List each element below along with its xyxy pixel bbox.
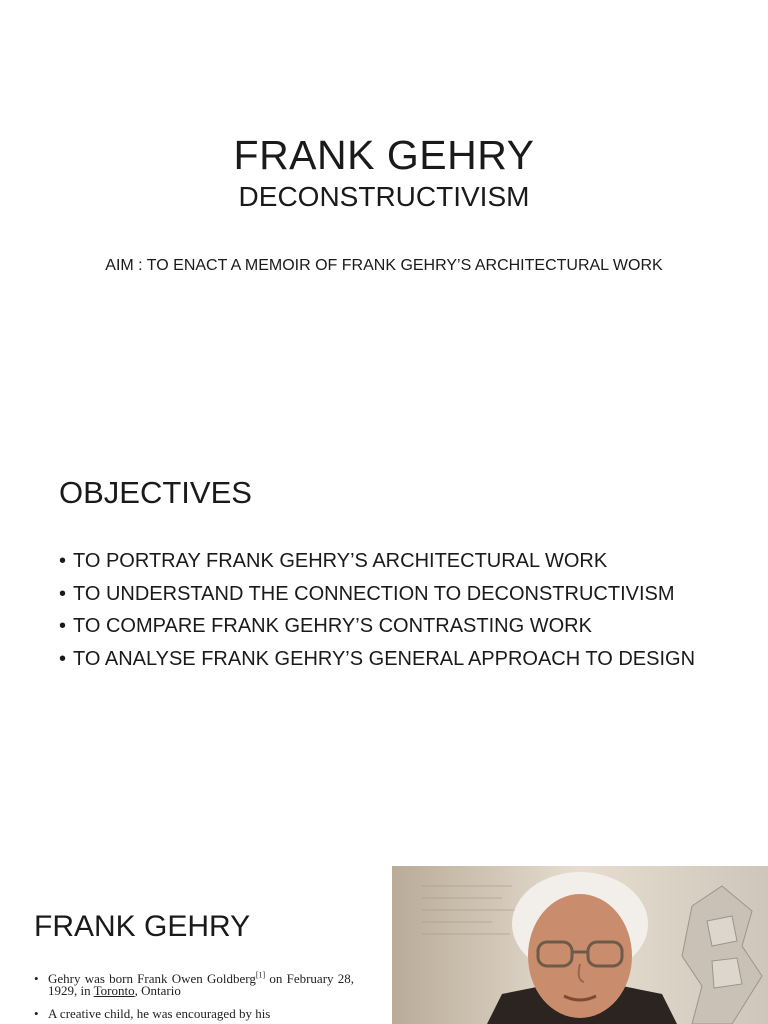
citation-link[interactable]: [1] [255, 970, 266, 980]
bullet: • [59, 582, 67, 605]
aim-statement: AIM : TO ENACT A MEMOIR OF FRANK GEHRY’S ARCHITECTURAL WORK [105, 257, 663, 274]
list-item [59, 612, 695, 645]
list-item [34, 970, 354, 998]
bullet: • [34, 971, 39, 986]
list-item [34, 1008, 354, 1020]
biography-slide [0, 860, 768, 1024]
objectives-heading: OBJECTIVES [59, 475, 252, 510]
slide-title: FRANK GEHRY [233, 132, 535, 178]
biography-heading: FRANK GEHRY [34, 910, 251, 943]
title-slide [0, 0, 768, 340]
list-item [59, 547, 695, 580]
objective-text: TO PORTRAY FRANK GEHRY’S ARCHITECTURAL WORK [73, 550, 608, 572]
objective-text: TO ANALYSE FRANK GEHRY’S GENERAL APPROACH TO DESIGN [73, 647, 696, 670]
toronto-link[interactable]: Toronto [93, 983, 135, 998]
bullet: • [59, 647, 67, 670]
objectives-list [59, 547, 695, 677]
bullet: • [59, 550, 67, 572]
objectives-slide [0, 425, 768, 725]
biography-list [34, 970, 354, 1024]
list-item [59, 645, 695, 678]
portrait-photo-icon [392, 866, 768, 1024]
bullet: • [34, 1006, 39, 1021]
objective-text: TO UNDERSTAND THE CONNECTION TO DECONSTRUCTIVISM [73, 582, 675, 605]
list-item [59, 580, 695, 613]
bio-text: A creative child, he was encouraged by his [48, 1006, 271, 1021]
slide-subtitle: DECONSTRUCTIVISM [238, 181, 530, 212]
bio-text: on February 28, 1929, in [48, 971, 354, 998]
portrait-photo [392, 866, 768, 1024]
objective-text: TO COMPARE FRANK GEHRY’S CONTRASTING WORK [73, 615, 592, 637]
bio-text: , Ontario [134, 983, 181, 998]
bullet: • [59, 615, 67, 637]
bio-text: Gehry was born Frank Owen Goldberg [48, 971, 256, 986]
